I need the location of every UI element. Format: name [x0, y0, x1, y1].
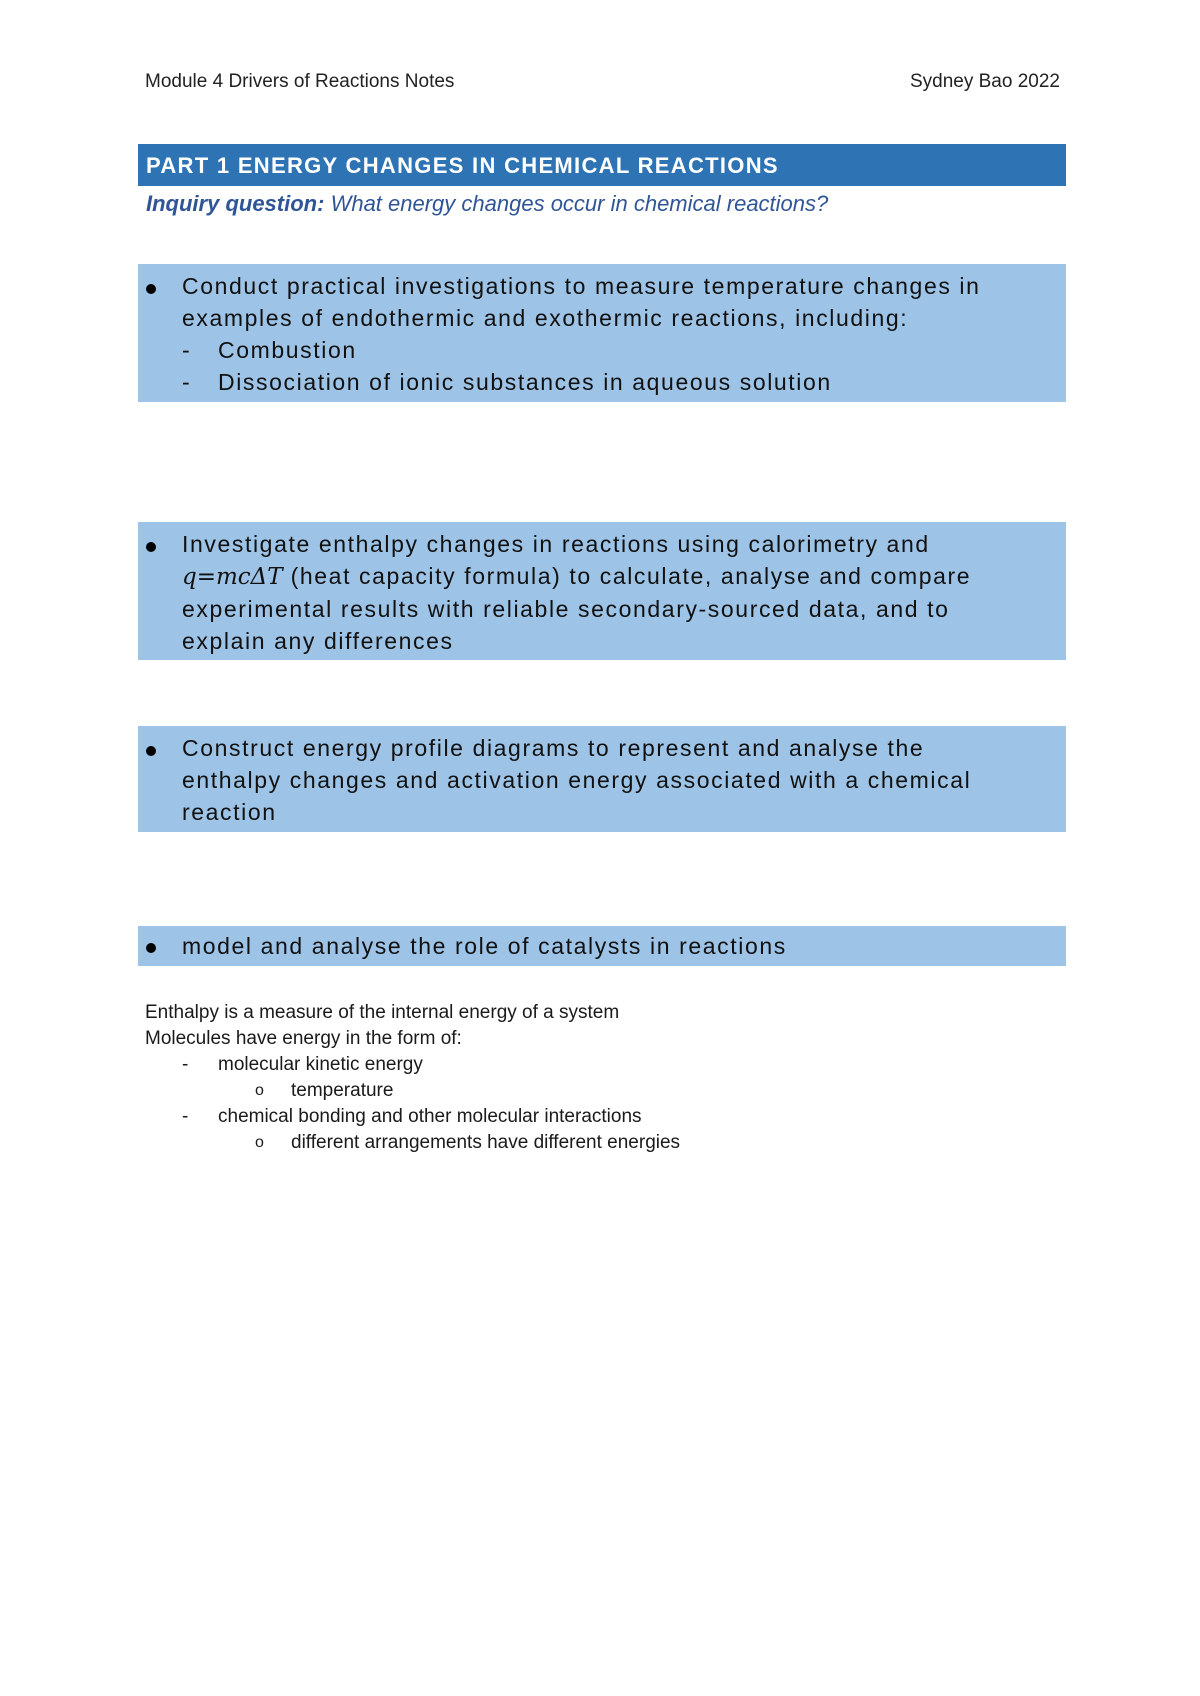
- inquiry-text: What energy changes occur in chemical reactions?: [324, 191, 829, 216]
- inquiry-question: [146, 191, 828, 217]
- circle-marker: o: [255, 1134, 264, 1151]
- formula-description: (heat capacity formula) to calculate, analyse and compare: [282, 563, 972, 589]
- notes-subitem-text: temperature: [291, 1080, 394, 1101]
- syllabus-subitem: [182, 366, 1066, 398]
- heat-capacity-formula: q=mcΔT: [182, 564, 283, 590]
- bullet-icon: [146, 943, 156, 953]
- syllabus-line: Conduct practical investigations to measure temperature changes in: [182, 273, 981, 299]
- page-header: [145, 71, 1060, 93]
- syllabus-line: Construct energy profile diagrams to represent and analyse the: [182, 735, 925, 761]
- syllabus-line: examples of endothermic and exothermic reactions, including:: [182, 305, 909, 331]
- bullet-icon: [146, 284, 156, 294]
- inquiry-label: Inquiry question:: [146, 191, 325, 216]
- dash-marker: -: [182, 1106, 189, 1127]
- subitem-text: Combustion: [218, 337, 357, 363]
- circle-marker: o: [255, 1082, 264, 1099]
- notes-item-text: chemical bonding and other molecular interactions: [218, 1106, 642, 1127]
- notes-subitem-text: different arrangements have different energies: [291, 1132, 681, 1153]
- syllabus-line: Investigate enthalpy changes in reactions using calorimetry and: [182, 531, 930, 557]
- syllabus-line: [182, 560, 1066, 593]
- bullet-icon: [146, 746, 156, 756]
- syllabus-box-1: [138, 264, 1066, 402]
- notes-list-item: [145, 1052, 680, 1078]
- notes-sublist-item: [145, 1130, 680, 1156]
- syllabus-line: reaction: [182, 799, 277, 825]
- header-title: Module 4 Drivers of Reactions Notes: [145, 71, 455, 92]
- dash-marker: -: [182, 369, 192, 395]
- syllabus-line: enthalpy changes and activation energy associated with a chemical: [182, 767, 972, 793]
- subitem-text: Dissociation of ionic substances in aqueous solution: [218, 369, 832, 395]
- syllabus-line: model and analyse the role of catalysts in reactions: [182, 933, 787, 959]
- syllabus-line: experimental results with reliable secondary-sourced data, and to: [182, 596, 950, 622]
- syllabus-line: explain any differences: [182, 628, 454, 654]
- notes-line: Molecules have energy in the form of:: [145, 1028, 462, 1049]
- dash-marker: -: [182, 337, 192, 363]
- part-title-banner: PART 1 ENERGY CHANGES IN CHEMICAL REACTIONS: [138, 144, 1066, 186]
- notes-item-text: molecular kinetic energy: [218, 1054, 423, 1075]
- notes-sublist-item: [145, 1078, 680, 1104]
- bullet-icon: [146, 542, 156, 552]
- syllabus-box-3: [138, 726, 1066, 832]
- syllabus-subitem: [182, 334, 1066, 366]
- notes-line: Enthalpy is a measure of the internal energy of a system: [145, 1002, 620, 1023]
- syllabus-box-4: [138, 926, 1066, 966]
- header-author: Sydney Bao 2022: [909, 71, 1060, 92]
- dash-marker: -: [182, 1054, 189, 1075]
- notes-section: [145, 1000, 680, 1156]
- notes-list-item: [145, 1104, 680, 1130]
- syllabus-box-2: [138, 522, 1066, 660]
